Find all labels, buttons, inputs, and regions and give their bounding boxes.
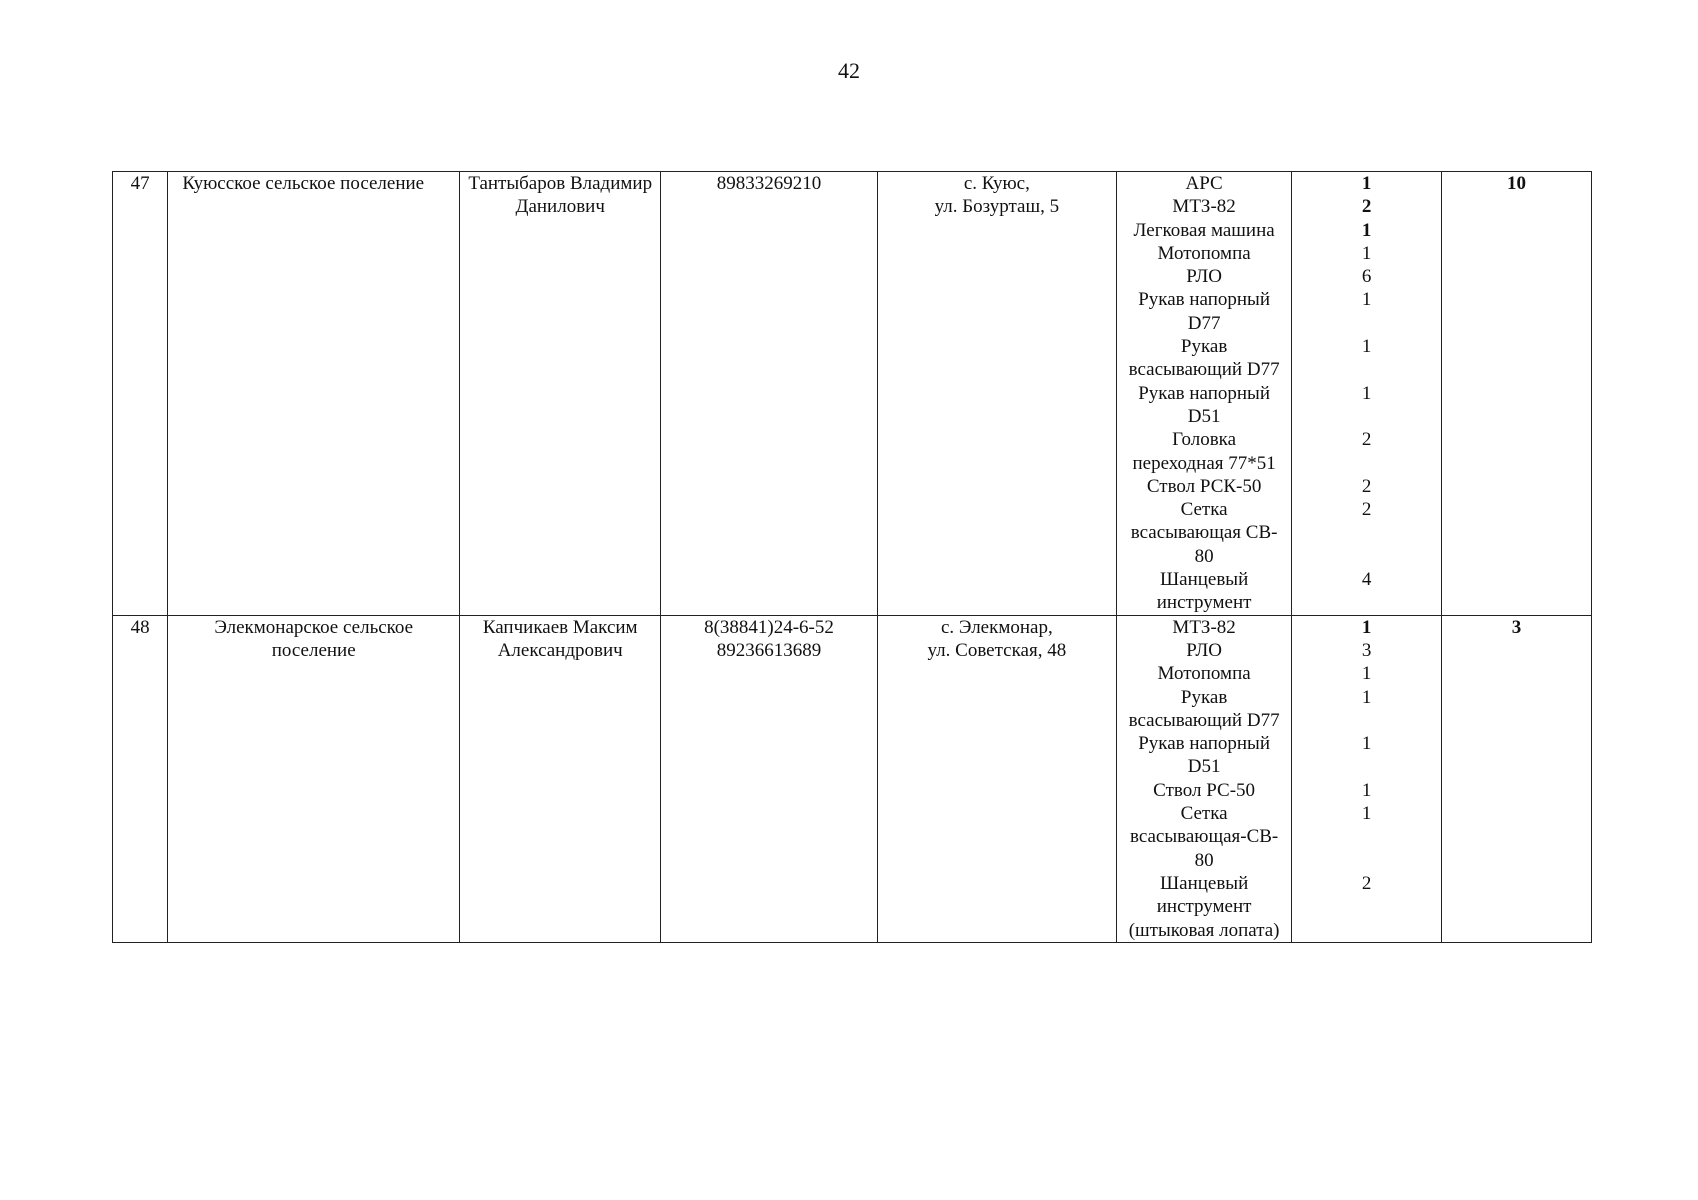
equipment-item-line: Рукав напорный <box>1138 289 1270 311</box>
equipment-item-line: всасывающий D77 <box>1128 359 1280 381</box>
equipment-item-line: Ствол РС-50 <box>1153 779 1256 801</box>
equipment-item-line: (штыковая лопата) <box>1128 919 1280 941</box>
head-name-line: Данилович <box>515 196 605 218</box>
equipment-item <box>1119 686 1289 733</box>
equipment-item-line: всасывающий D77 <box>1128 709 1280 731</box>
head-name <box>460 615 661 942</box>
equipment-item <box>1119 288 1289 335</box>
equipment-item-line: D51 <box>1187 756 1221 778</box>
equipment-item-line: Рукав напорный <box>1138 382 1270 404</box>
table-row <box>113 172 1592 616</box>
equipment-item <box>1119 195 1289 218</box>
quantity-item: 2 <box>1361 196 1372 218</box>
quantity-item: 1 <box>1361 779 1372 801</box>
equipment-item <box>1119 265 1289 288</box>
quantity-list <box>1292 172 1442 616</box>
equipment-item-line: Рукав <box>1180 686 1228 708</box>
equipment-item <box>1119 616 1289 639</box>
settlement-name <box>168 172 460 616</box>
quantity-item: 6 <box>1361 266 1372 288</box>
equipment-item-line: переходная 77*51 <box>1132 452 1276 474</box>
quantity-item: 1 <box>1361 686 1372 708</box>
equipment-item-line: РЛО <box>1186 639 1222 661</box>
head-name-line: Тантыбаров Владимир <box>468 173 653 194</box>
quantity-item: 2 <box>1361 429 1372 451</box>
equipment-item <box>1119 382 1289 429</box>
equipment-item-line: всасывающая-СВ- <box>1129 826 1279 848</box>
row-number: 48 <box>113 615 168 942</box>
equipment-item-line: Головка <box>1172 429 1237 451</box>
row-number: 47 <box>113 172 168 616</box>
equipment-item-line: 80 <box>1194 545 1214 567</box>
table-body <box>113 172 1592 943</box>
equipment-item-line: Сетка <box>1180 499 1228 521</box>
equipment-item-line: всасывающая СВ- <box>1130 522 1278 544</box>
quantity-item: 3 <box>1361 639 1372 661</box>
equipment-item <box>1119 732 1289 779</box>
quantity-item: 1 <box>1361 733 1372 755</box>
address-line: ул. Бозурташ, 5 <box>934 196 1060 218</box>
equipment-item <box>1119 872 1289 942</box>
equipment-item-line: Шанцевый <box>1159 872 1249 894</box>
equipment-item-line: МТЗ-82 <box>1172 616 1236 638</box>
page-number: 42 <box>838 58 860 83</box>
equipment-item-line: МТЗ-82 <box>1172 196 1236 218</box>
equipment-list <box>1117 172 1292 616</box>
settlement-name-line: Элекмонарское сельское <box>214 616 414 638</box>
quantity-item: 1 <box>1361 219 1372 241</box>
equipment-item-line: Легковая машина <box>1133 219 1275 241</box>
quantity-item: 4 <box>1361 569 1372 591</box>
phone-number-line: 8(38841)24-6-52 <box>704 616 834 638</box>
people-count: 10 <box>1442 172 1592 616</box>
equipment-item-line: РЛО <box>1186 266 1222 288</box>
quantity-item: 1 <box>1361 663 1372 685</box>
quantity-item: 1 <box>1361 616 1372 638</box>
address-line: с. Элекмонар, <box>940 616 1053 638</box>
equipment-item-line: инструмент <box>1156 896 1252 918</box>
quantity-list <box>1292 615 1442 942</box>
head-name-line: Капчикаев Максим <box>482 616 638 638</box>
equipment-item <box>1119 802 1289 872</box>
quantity-item: 1 <box>1361 173 1372 194</box>
address <box>877 615 1116 942</box>
equipment-item-line: Рукав напорный <box>1138 733 1270 755</box>
quantity-item: 2 <box>1361 872 1372 894</box>
quantity-item: 1 <box>1361 242 1372 264</box>
equipment-item-line: Шанцевый <box>1159 569 1249 591</box>
equipment-item <box>1119 568 1289 615</box>
equipment-item <box>1119 498 1289 568</box>
equipment-item <box>1119 662 1289 685</box>
settlement-name-line: Куюсское сельское поселение <box>182 173 425 194</box>
equipment-item-line: D51 <box>1187 405 1221 427</box>
equipment-item <box>1119 242 1289 265</box>
phone-number-line: 89236613689 <box>716 639 822 661</box>
address-line: с. Куюс, <box>963 173 1030 194</box>
equipment-item-line: 80 <box>1194 849 1214 871</box>
equipment-item-line: Мотопомпа <box>1157 242 1251 264</box>
settlement-name <box>168 615 460 942</box>
equipment-item-line: Сетка <box>1180 803 1228 825</box>
quantity-item: 1 <box>1361 289 1372 311</box>
head-name <box>460 172 661 616</box>
equipment-list <box>1117 615 1292 942</box>
phone-number-line: 89833269210 <box>716 173 822 194</box>
equipment-item-line: Ствол РСК-50 <box>1146 475 1262 497</box>
quantity-item: 2 <box>1361 475 1372 497</box>
equipment-item-line: D77 <box>1187 312 1221 334</box>
quantity-item: 1 <box>1361 336 1372 358</box>
equipment-item-line: инструмент <box>1156 592 1252 614</box>
equipment-item <box>1119 779 1289 802</box>
address-line: ул. Советская, 48 <box>927 639 1067 661</box>
settlement-name-line: поселение <box>271 639 356 661</box>
quantity-item: 1 <box>1361 803 1372 825</box>
equipment-item-line: АРС <box>1185 173 1223 194</box>
phone-number <box>661 172 877 616</box>
equipment-table <box>112 171 1592 943</box>
equipment-item <box>1119 219 1289 242</box>
equipment-item <box>1119 428 1289 475</box>
equipment-item <box>1119 475 1289 498</box>
equipment-item <box>1119 639 1289 662</box>
equipment-item-line: Мотопомпа <box>1157 663 1251 685</box>
address <box>877 172 1116 616</box>
equipment-item-line: Рукав <box>1180 336 1228 358</box>
table-row <box>113 615 1592 942</box>
equipment-item <box>1119 172 1289 195</box>
head-name-line: Александрович <box>497 639 623 661</box>
people-count: 3 <box>1442 615 1592 942</box>
equipment-item <box>1119 335 1289 382</box>
phone-number <box>661 615 877 942</box>
quantity-item: 1 <box>1361 382 1372 404</box>
quantity-item: 2 <box>1361 499 1372 521</box>
